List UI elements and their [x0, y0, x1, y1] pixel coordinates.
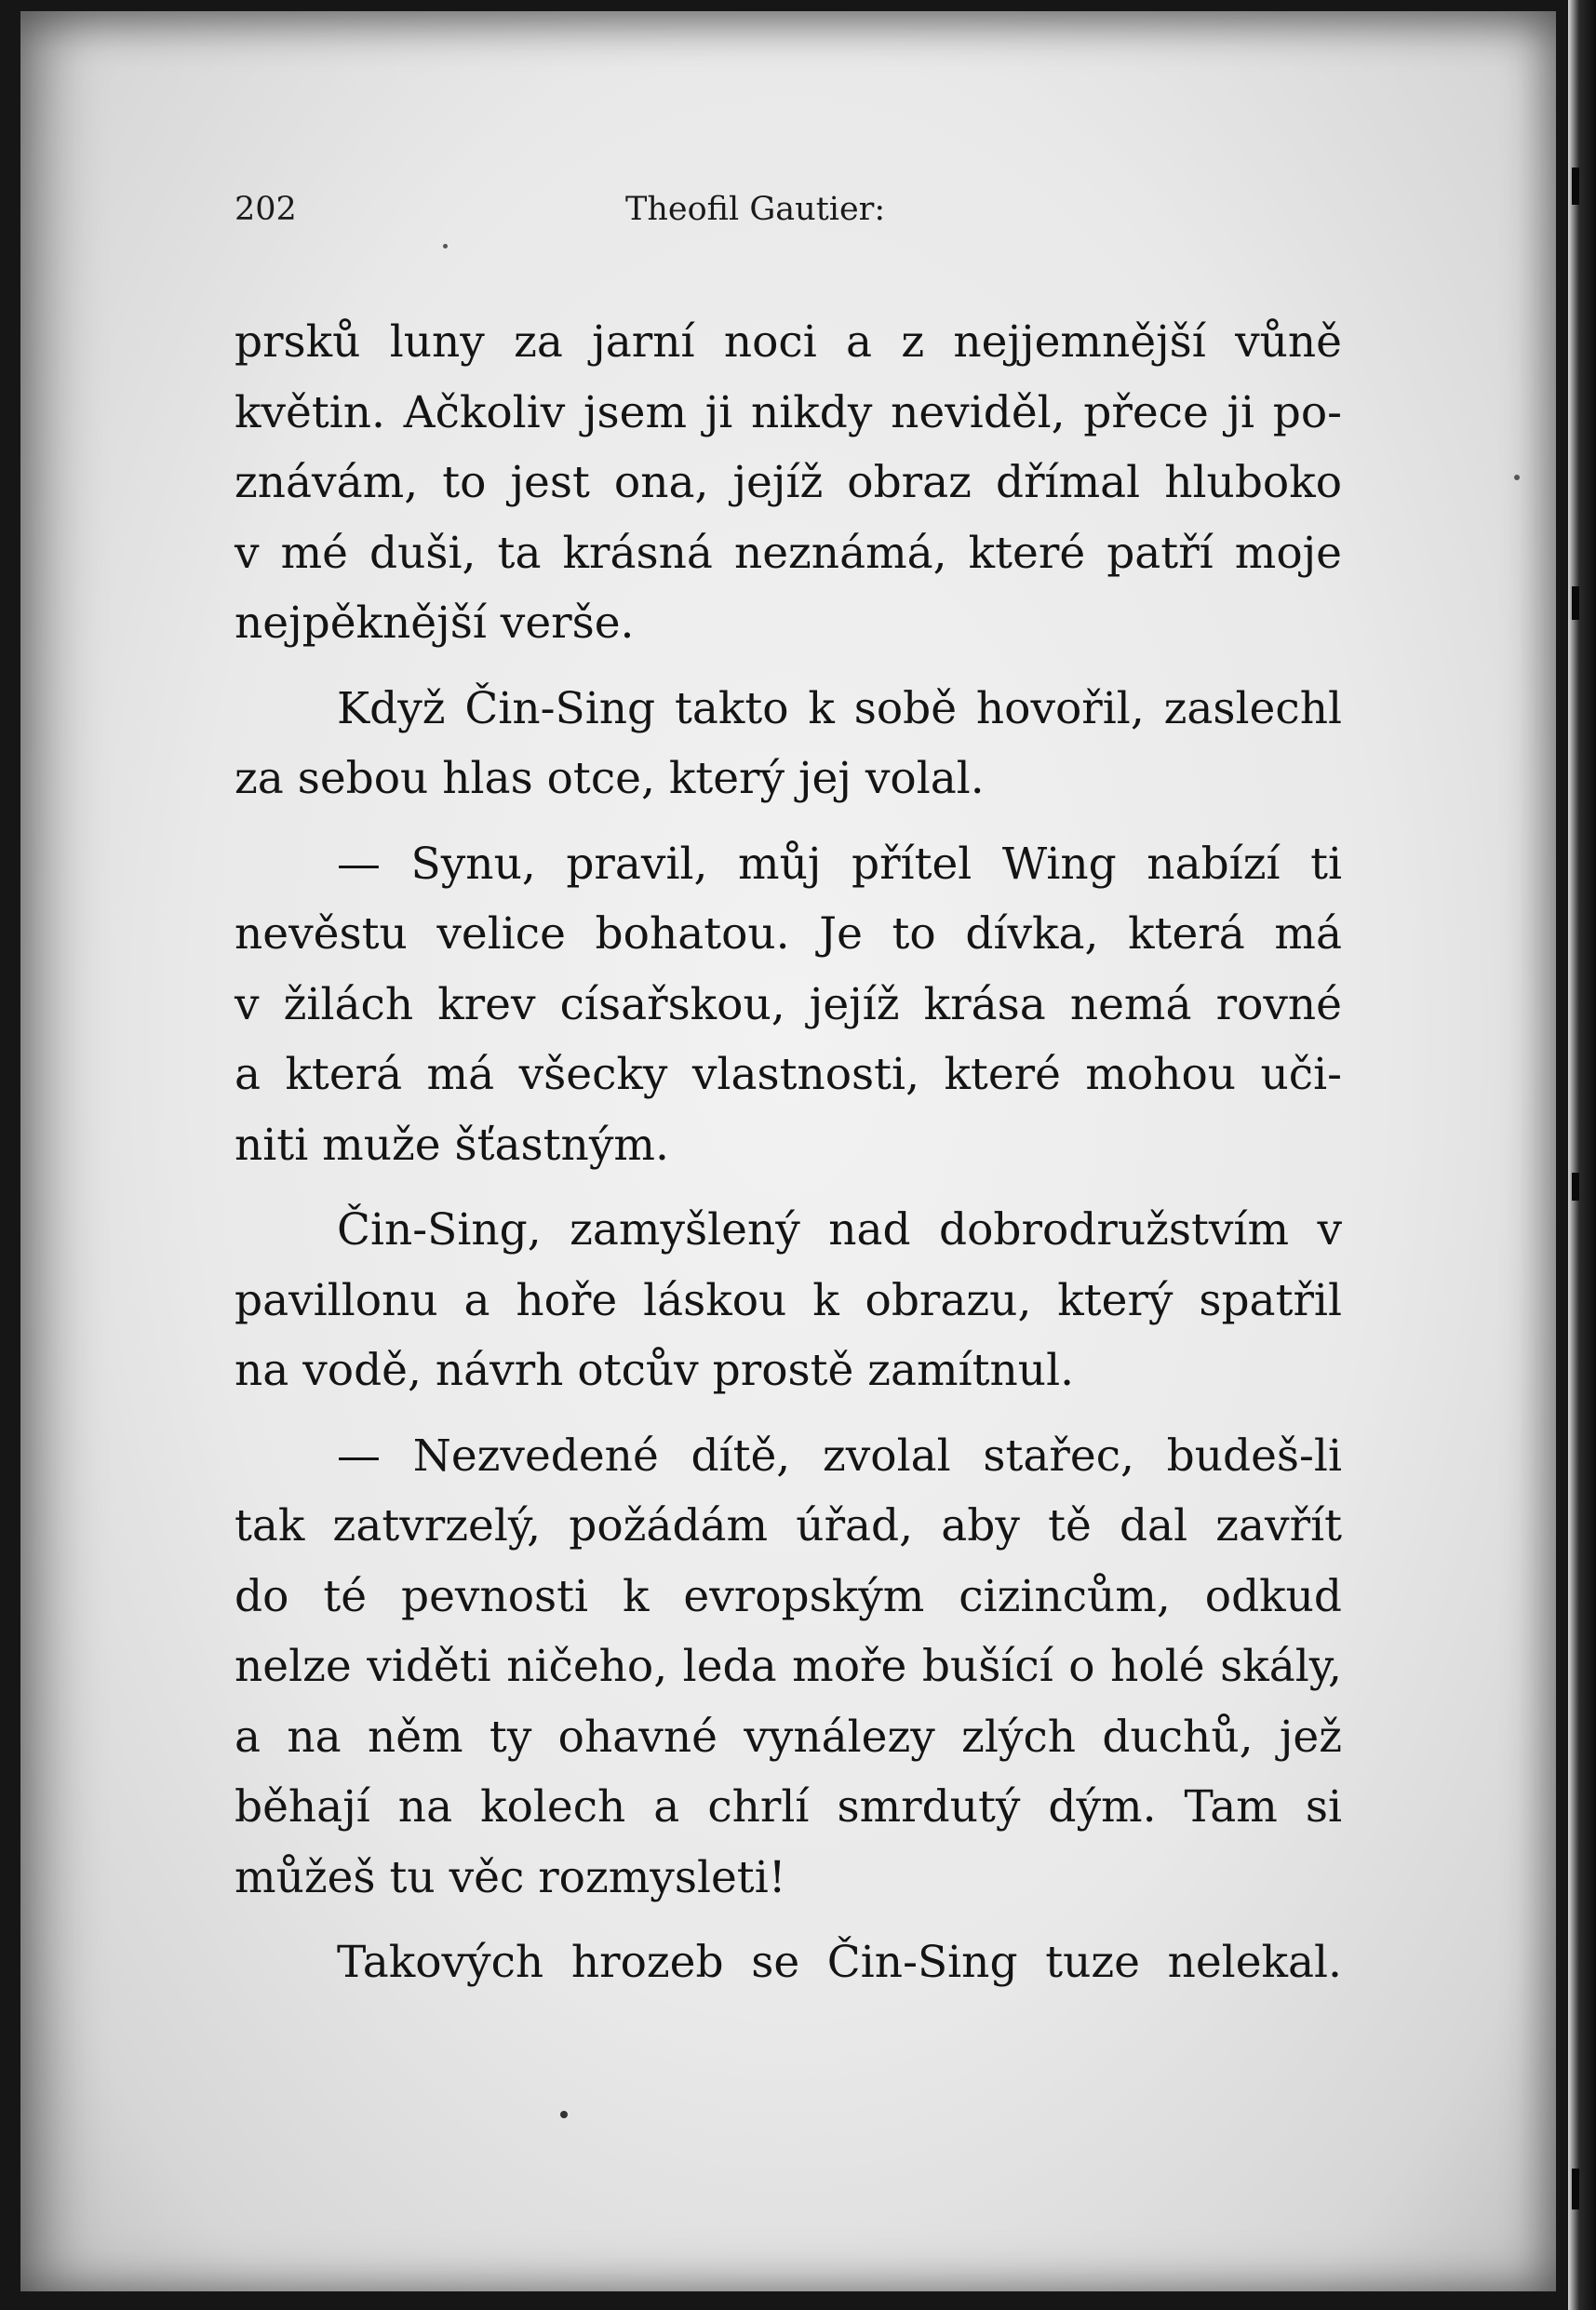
text-line: běhají na kolech a chrlí smrdutý dým. Tam si	[235, 1781, 1342, 1833]
text-line: a která má všecky vlastnosti, které mohou uči-	[235, 1049, 1342, 1100]
paragraph	[235, 1195, 1342, 1406]
binding-mark	[1572, 168, 1579, 205]
page-binding-edge	[1568, 0, 1596, 2310]
text-line: tak zatvrzelý, požádám úřad, aby tě dal zavřít	[235, 1500, 1342, 1551]
binding-mark	[1572, 1173, 1579, 1201]
text-line: Když Čin-Sing takto k sobě hovořil, zaslechl	[337, 682, 1342, 734]
text-line: na vodě, návrh otcův prostě zamítnul.	[235, 1345, 1075, 1396]
text-line: niti muže šťastným.	[235, 1119, 669, 1171]
paper-speck	[443, 244, 448, 248]
text-line: můžeš tu věc rozmysleti!	[235, 1851, 786, 1903]
page-number: 202	[235, 191, 297, 228]
text-line: pavillonu a hoře láskou k obrazu, který spatřil	[235, 1274, 1342, 1326]
text-line: nevěstu velice bohatou. Je to dívka, která má	[235, 908, 1342, 960]
text-line: a na něm ty ohavné vynálezy zlých duchů, jež	[235, 1711, 1342, 1763]
text-line: prsků luny za jarní noci a z nejjemnější vůně	[235, 316, 1342, 368]
text-line: nelze viděti ničeho, leda moře bušící o holé skály,	[235, 1641, 1342, 1692]
text-line: v žilách krev císařskou, jejíž krása nemá rovné	[235, 978, 1342, 1030]
paragraph	[235, 307, 1342, 659]
text-line: Takových hrozeb se Čin-Sing tuze nelekal.	[337, 1937, 1342, 1988]
body-text	[235, 307, 1342, 1998]
text-line: Čin-Sing, zamyšlený nad dobrodružstvím v	[337, 1204, 1342, 1256]
text-line: v mé duši, ta krásná neznámá, které patří moje	[235, 527, 1342, 579]
paragraph	[235, 829, 1342, 1181]
running-title: Theofil Gautier:	[625, 191, 886, 228]
paragraph	[235, 1421, 1342, 1914]
text-line: květin. Ačkoliv jsem ji nikdy neviděl, přece ji po-	[235, 386, 1342, 438]
running-header	[235, 191, 928, 237]
text-line: za sebou hlas otce, který jej volal.	[235, 753, 985, 804]
binding-mark	[1572, 586, 1579, 620]
text-line: znávám, to jest ona, jejíž obraz dřímal hluboko	[235, 457, 1342, 508]
paragraph	[235, 674, 1342, 814]
text-line: — Synu, pravil, můj přítel Wing nabízí ti	[337, 838, 1342, 890]
text-line: nejpěknější verše.	[235, 598, 635, 649]
paragraph	[235, 1927, 1342, 1998]
binding-mark	[1572, 2169, 1579, 2209]
text-line: — Nezvedené dítě, zvolal stařec, budeš-li	[337, 1430, 1342, 1482]
paper-speck	[560, 2111, 568, 2118]
text-line: do té pevnosti k evropským cizincům, odkud	[235, 1570, 1342, 1622]
paper-speck	[1514, 475, 1520, 480]
